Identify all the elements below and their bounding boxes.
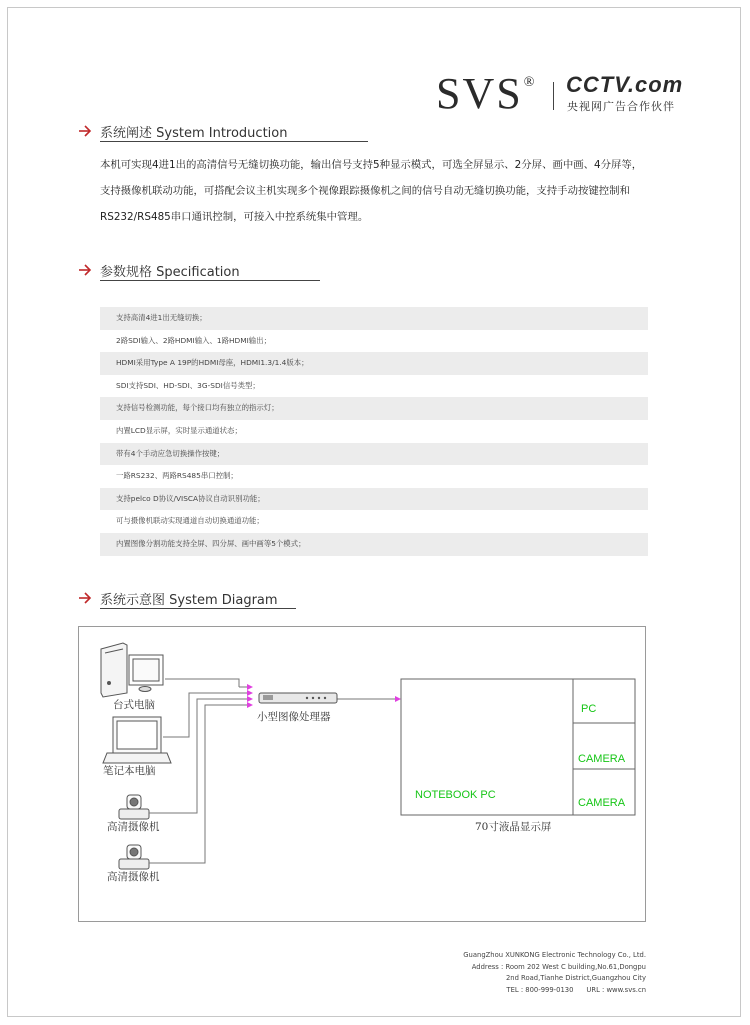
spec-row: 带有4个手动应急切换操作按键； xyxy=(100,443,648,466)
diagram-canvas xyxy=(79,627,647,923)
camera-icon xyxy=(119,795,149,819)
window-notebook-pc: NOTEBOOK PC xyxy=(415,789,496,801)
section-spec-title: 参数规格 Specification xyxy=(100,265,240,280)
arrow-right-icon xyxy=(78,263,92,277)
notebook-label: 笔记本电脑 xyxy=(103,765,156,777)
section-underline xyxy=(100,280,320,281)
window-pc: PC xyxy=(581,703,597,715)
footer-address-2: 2nd Road,Tianhe District,Guangzhou City xyxy=(505,974,646,983)
notebook-icon xyxy=(103,717,171,763)
footer-contact xyxy=(463,950,646,996)
section-underline xyxy=(100,141,368,142)
cctv-logo: CCTV.com xyxy=(566,72,684,97)
cctv-tagline: 央视网广告合作伙伴 xyxy=(567,100,675,113)
section-intro-title: 系统阐述 System Introduction xyxy=(100,126,288,141)
window-camera-1: CAMERA xyxy=(578,753,626,765)
footer-contact-line: TEL : 800-999-0130 URL : www.svs.cn xyxy=(506,985,646,994)
spec-row: 支持pelco D协议/VISCA协议自动识别功能； xyxy=(100,488,648,511)
spec-row: 支持高清4进1出无缝切换； xyxy=(100,307,648,330)
svs-logo: SVS® xyxy=(436,69,537,118)
arrow-right-icon xyxy=(78,124,92,138)
footer-address-1: Address : Room 202 West C building,No.61,Dongpu xyxy=(471,962,646,971)
desktop-label: 台式电脑 xyxy=(113,699,155,711)
spec-table xyxy=(100,307,648,556)
intro-line-1: 本机可实现4进1出的高清信号无缝切换功能，输出信号支持5种显示模式，可选全屏显示、2分屏、画中画、4分屏等， xyxy=(100,159,643,171)
image-processor-icon xyxy=(259,693,337,703)
camera1-label: 高清摄像机 xyxy=(107,821,160,833)
footer-company: GuangZhou XUNKONG Electronic Technology Co., Ltd. xyxy=(463,951,646,959)
desktop-pc-icon xyxy=(101,643,163,697)
logo-divider xyxy=(553,82,554,110)
signal-cables xyxy=(149,679,397,863)
intro-line-3: RS232/RS485串口通讯控制，可接入中控系统集中管理。 xyxy=(100,211,369,223)
spec-row: HDMI采用Type A 19P的HDMI母座，HDMI1.3/1.4版本； xyxy=(100,352,648,375)
spec-row: 内置LCD显示屏，实时显示通道状态； xyxy=(116,425,242,435)
camera-icon xyxy=(119,845,149,869)
spec-row: 支持信号检测功能，每个接口均有独立的指示灯； xyxy=(100,397,648,420)
spec-row: SDI支持SDI、HD-SDI、3G-SDI信号类型； xyxy=(116,380,260,390)
window-camera-2: CAMERA xyxy=(578,797,626,809)
section-diagram-title: 系统示意图 System Diagram xyxy=(100,593,278,608)
system-diagram xyxy=(78,626,646,922)
spec-row: 一路RS232、两路RS485串口控制； xyxy=(116,471,238,481)
camera2-label: 高清摄像机 xyxy=(107,871,160,883)
processor-label: 小型图像处理器 xyxy=(257,711,331,723)
screen-label: 70寸液晶显示屏 xyxy=(475,821,552,833)
arrow-right-icon xyxy=(78,591,92,605)
spec-row: 内置图像分割功能支持全屏、四分屏、画中画等5个模式； xyxy=(100,533,648,556)
spec-row: 可与摄像机联动实现通道自动切换通道功能； xyxy=(116,516,264,526)
intro-line-2: 支持摄像机联动功能，可搭配会议主机实现多个视像跟踪摄像机之间的信号自动无缝切换功能，支持手动按键控制和 xyxy=(100,185,630,197)
section-underline xyxy=(100,608,296,609)
intro-text xyxy=(100,152,660,230)
spec-row: 2路SDI输入、2路HDMI输入、1路HDMI输出； xyxy=(116,335,271,345)
